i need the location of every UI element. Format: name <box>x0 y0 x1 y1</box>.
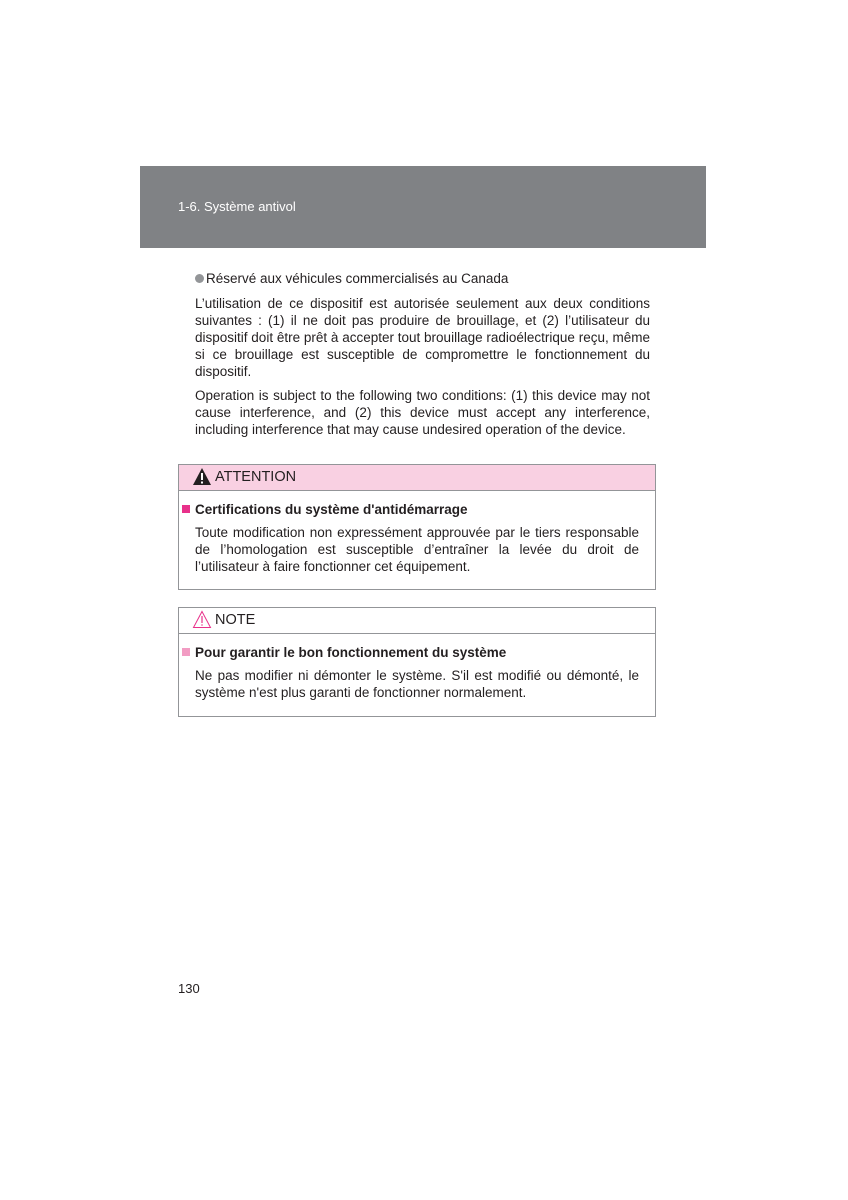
page-number: 130 <box>178 981 200 996</box>
paragraph-french: L’utilisation de ce dispositif est autorisée seulement aux deux conditions suivantes : (1) il ne doit pas produire de brouillage, et (2) l’utilisateur du dispositif doit être prêt à accepter tout brouillage radioélectrique reçu, même si ce brouillage est susceptible de compromettre le fonctionnement du dispositif. <box>195 296 650 379</box>
note-heading-text: Pour garantir le bon fonctionnement du système <box>195 645 507 660</box>
bullet-dot-icon <box>195 274 204 283</box>
attention-box-body <box>179 491 655 575</box>
section-title: 1-6. Système antivol <box>178 199 296 214</box>
warning-triangle-icon <box>192 467 212 486</box>
attention-label: ATTENTION <box>215 469 297 485</box>
attention-box <box>178 464 656 590</box>
note-box-body <box>179 634 655 701</box>
section-header-band <box>140 166 706 248</box>
intro-section <box>195 270 650 445</box>
paragraph-english: Operation is subject to the following two conditions: (1) this device may not cause interference, and (2) this device must accept any interference, including interference that may cause undesired operation of the device. <box>195 388 650 437</box>
note-heading <box>182 644 639 661</box>
intro-heading-text: Réservé aux véhicules commercialisés au Canada <box>206 271 509 286</box>
attention-text: Toute modification non expressément approuvée par le tiers responsable de l’homologation est susceptible d’entraîner la levée du droit de l’utilisateur à faire fonctionner cet équipement. <box>195 525 639 574</box>
square-marker-icon <box>182 648 190 656</box>
attention-box-header <box>179 465 655 491</box>
attention-heading <box>182 501 639 518</box>
attention-heading-text: Certifications du système d'antidémarrage <box>195 502 468 517</box>
square-marker-icon <box>182 505 190 513</box>
intro-heading <box>195 270 650 287</box>
note-label: NOTE <box>215 612 256 628</box>
note-text: Ne pas modifier ni démonter le système. S'il est modifié ou démonté, le système n'est plus garanti de fonctionner normalement. <box>195 668 639 700</box>
note-box <box>178 607 656 717</box>
caution-outline-triangle-icon <box>192 610 212 629</box>
note-box-header <box>179 608 655 634</box>
